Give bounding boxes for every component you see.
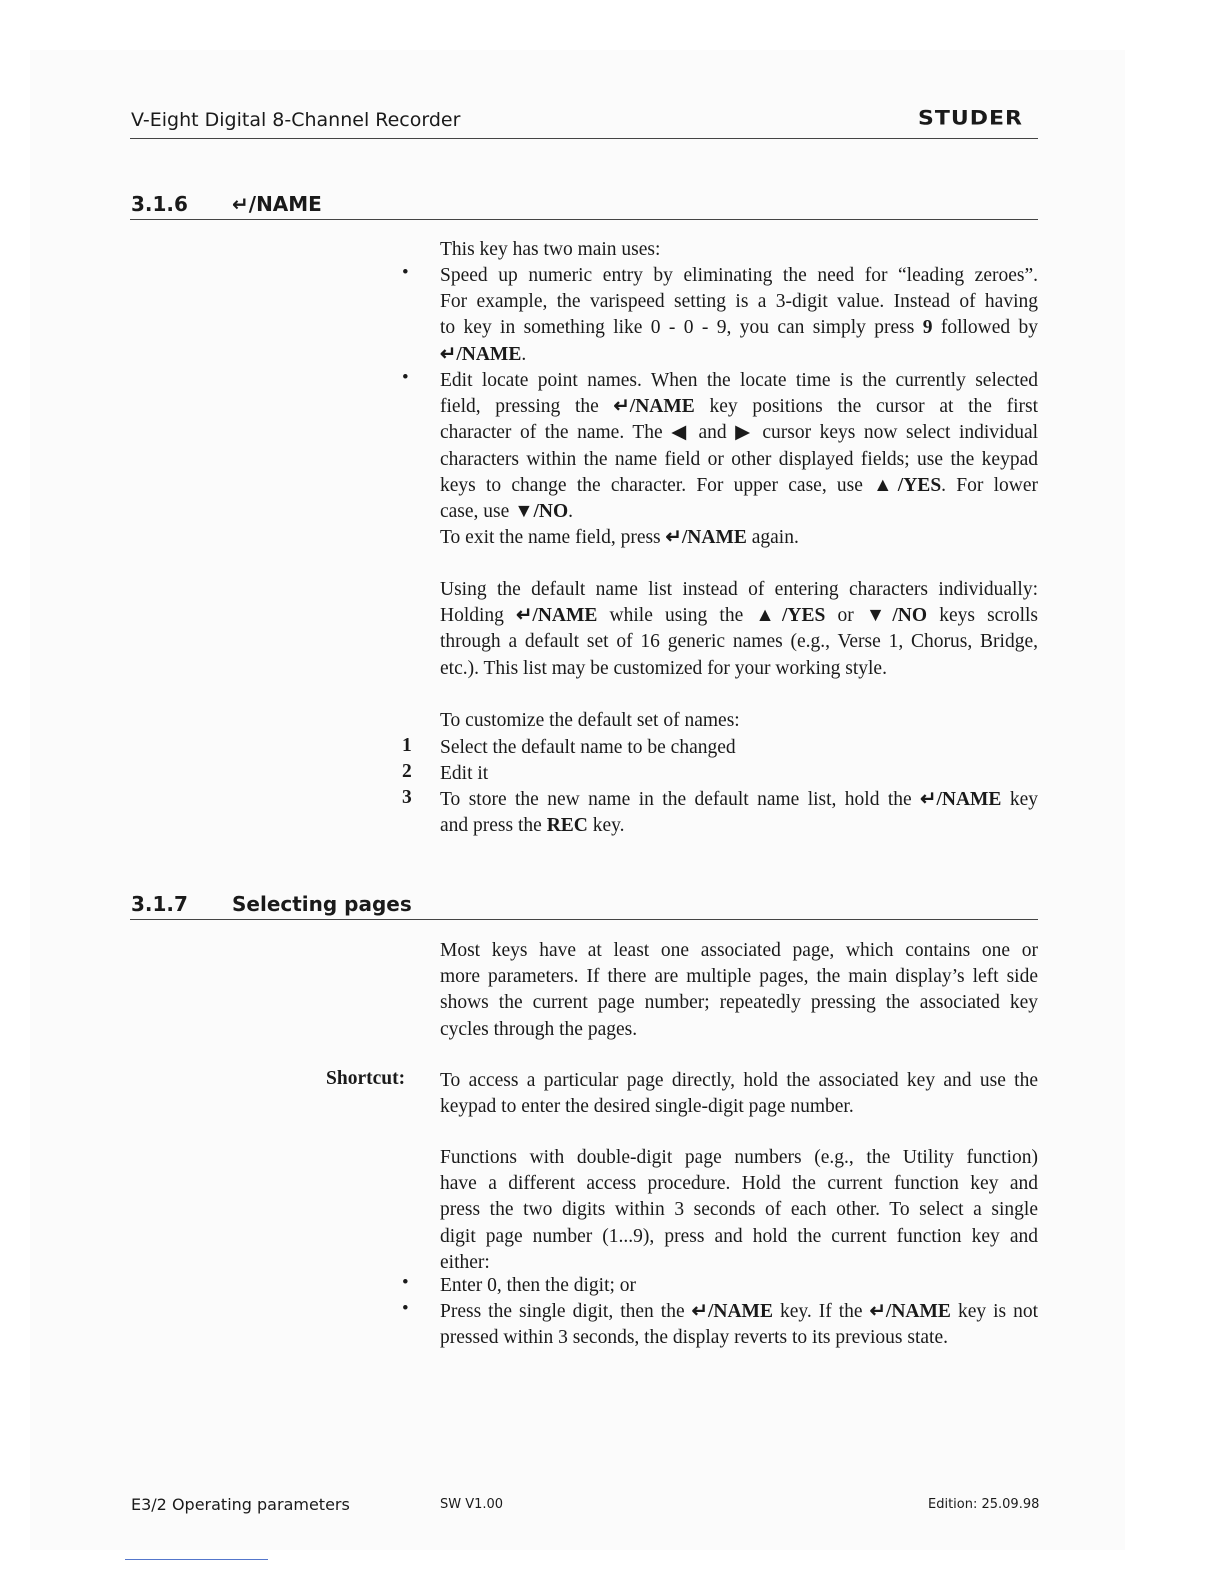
footer-link-line xyxy=(125,1559,268,1560)
pages-paragraph: Most keys have at least one associated page, which contains one or more parameters. If there are multiple pages, the main display’s left side shows the current page number; repeatedly pressing the associated key cycles through the pages. xyxy=(440,940,1038,1040)
bullet-single-digit: Press the single digit, then the ↵/NAME key. If the ↵/NAME key is not pressed within 3 seconds, the display reverts to its previous state. xyxy=(440,1301,1039,1349)
document-title: V-Eight Digital 8-Channel Recorder xyxy=(131,109,461,131)
step-number: 2 xyxy=(402,761,412,782)
bullet: • xyxy=(402,262,409,283)
shortcut-paragraph: To access a particular page directly, hold the associated key and use the keypad to enter the desired single-digit page number. xyxy=(440,1070,1038,1118)
header-rule xyxy=(130,138,1038,139)
footer-edition: Edition: 25.09.98 xyxy=(928,1497,1040,1512)
double-digit-paragraph: Functions with double-digit page numbers (e.g., the Utility function) have a different access procedure. Hold the current function key and press the two digits within 3 seconds of each other. To select a single digit page number (1...9), press and hold the current function key and either: xyxy=(440,1147,1038,1273)
step-text: To store the new name in the default name list, hold the ↵/NAME key and press the REC key. xyxy=(440,789,1039,837)
section-title: ↵/NAME xyxy=(232,192,322,216)
name-section-intro: This key has two main uses: xyxy=(440,239,661,260)
studer-logo: STUDER xyxy=(918,107,1023,130)
section-number: 3.1.7 xyxy=(131,892,188,916)
customize-intro: To customize the default set of names: xyxy=(440,710,740,731)
bullet: • xyxy=(402,1272,409,1293)
section-rule xyxy=(130,919,1038,920)
footer-section: E3/2 Operating parameters xyxy=(131,1495,350,1514)
left-arrow-icon: ◀ xyxy=(671,422,690,444)
step-number: 1 xyxy=(402,735,412,756)
default-name-list-paragraph: Using the default name list instead of entering characters individually: Holding ↵/NAME while using the ▲/YES or ▼/NO keys scrolls through a default set of 16 generic names (e.g., Verse 1, Chorus, Bridge, etc.). This list may be customized for your working style. xyxy=(440,579,1038,679)
bullet: • xyxy=(402,1298,409,1319)
step-number: 3 xyxy=(402,787,412,808)
footer-software-version: SW V1.00 xyxy=(440,1497,504,1512)
section-rule xyxy=(130,219,1038,220)
section-number: 3.1.6 xyxy=(131,192,188,216)
bullet-enter-zero: Enter 0, then the digit; or xyxy=(440,1275,637,1296)
step-text: Select the default name to be changed xyxy=(440,737,736,758)
step-text: Edit it xyxy=(440,763,489,784)
bullet-edit-names: Edit locate point names. When the locate time is the currently selected field, pressing the ↵/NAME key positions the cursor at the first character of the name. The ◀ and ▶ cursor keys now select individual characters within the name field or other displayed fields; use the keypad keys to change the character. For upper case, use ▲/YES. For lower case, use ▼/NO. To exit the name field, press ↵/NAME again. xyxy=(440,370,1039,549)
right-arrow-icon: ▶ xyxy=(735,422,754,444)
section-title: Selecting pages xyxy=(232,892,412,916)
bullet: • xyxy=(402,367,409,388)
shortcut-label: Shortcut: xyxy=(326,1068,406,1089)
bullet-leading-zeroes: Speed up numeric entry by eliminating the need for “leading zeroes”. For example, the varispeed setting is a 3-digit value. Instead of having to key in something like 0 - 0 - 9, you can simply press 9 followed by ↵/NAME. xyxy=(440,265,1039,365)
